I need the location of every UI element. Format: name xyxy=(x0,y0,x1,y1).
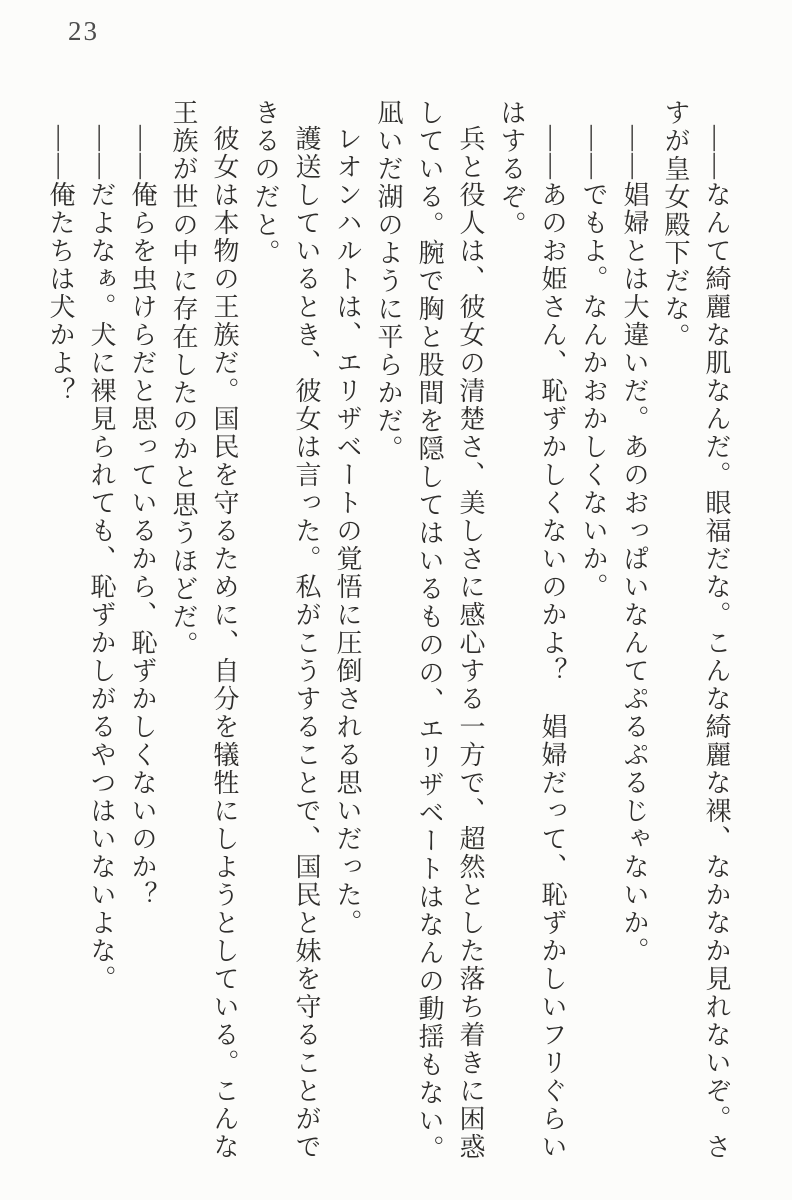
main-text xyxy=(40,99,737,1164)
paragraph: ——でもよ。なんかおかしくないか。 xyxy=(579,125,608,601)
paragraph: レオンハルトは、エリザベートの覚悟に圧倒される思いだった。 xyxy=(333,125,362,937)
paragraph: 彼女は本物の王族だ。国民を守るために、自分を犠牲にしようとしている。こんな王族が世の中に存在したのかと思うほどだ。 xyxy=(169,99,239,1161)
paragraph: ——あのお姫さん、恥ずかしくないのかよ？ 娼婦だって、恥ずかしいフリぐらいはするぞ。 xyxy=(497,99,567,1161)
paragraph: ——娼婦とは大違いだ。あのおっぱいなんてぷるぷるじゃないか。 xyxy=(620,125,649,965)
paragraph: ——俺たちは犬かよ？ xyxy=(46,125,75,405)
paragraph: ——なんて綺麗な肌なんだ。眼福だな。こんな綺麗な裸、なかなか見れないぞ。さすが皇女殿下だな。 xyxy=(661,99,731,1161)
paragraph: ——だよなぁ。犬に裸見られても、恥ずかしがるやつはいないよな。 xyxy=(87,125,116,993)
page-number: 23 xyxy=(68,16,99,46)
paragraph: 兵と役人は、彼女の清楚さ、美しさに感心する一方で、超然とした落ち着きに困惑している。腕で胸と股間を隠してはいるものの、エリザベートはなんの動揺もない。凪いだ湖のように平らかだ。 xyxy=(374,99,485,1163)
paragraph: 護送しているとき、彼女は言った。私がこうすることで、国民と妹を守ることができるのだと。 xyxy=(251,99,321,1161)
paragraph: ——俺らを虫けらだと思っているから、恥ずかしくないのか？ xyxy=(128,125,157,909)
